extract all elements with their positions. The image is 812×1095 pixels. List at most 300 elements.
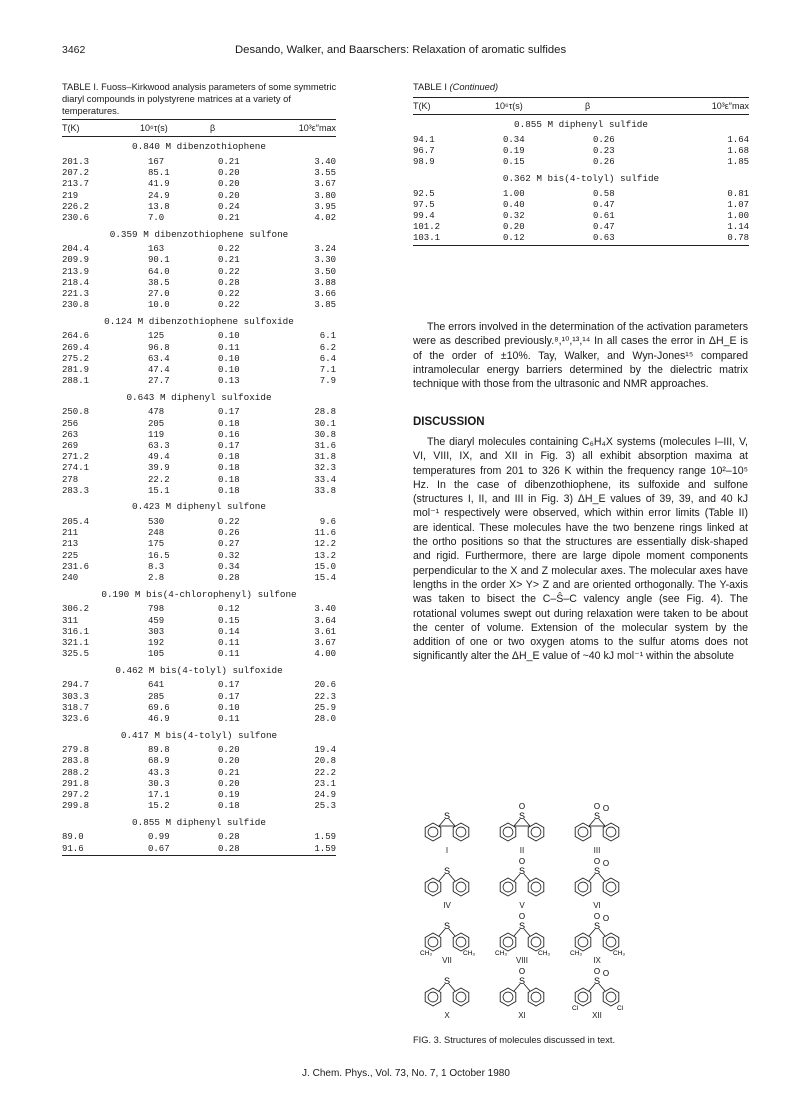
table-row bbox=[62, 604, 336, 615]
table-cell: 23.1 bbox=[314, 778, 336, 789]
table-cell: 269 bbox=[62, 441, 79, 452]
table-cell: 13.2 bbox=[314, 550, 336, 561]
table-row bbox=[62, 638, 336, 649]
table-cell: 10.0 bbox=[148, 300, 170, 311]
structure-label: I bbox=[445, 846, 449, 855]
group-title: 0.462 M bis(4-tolyl) sulfoxide bbox=[115, 664, 283, 676]
column-header: β bbox=[210, 120, 286, 137]
table-cell: 283.8 bbox=[62, 756, 90, 767]
table-row bbox=[62, 844, 336, 856]
table-cell: 316.1 bbox=[62, 626, 90, 637]
table-cell: 205.4 bbox=[62, 517, 90, 528]
table-row bbox=[62, 213, 336, 224]
svg-text:CH₃: CH₃ bbox=[570, 950, 583, 956]
table-cell: 6.1 bbox=[319, 331, 336, 342]
table-cell: 318.7 bbox=[62, 702, 90, 713]
table-cell: 0.21 bbox=[218, 767, 240, 778]
structure-label: X bbox=[444, 1011, 450, 1020]
table-cell: 0.18 bbox=[218, 474, 240, 485]
table-cell: 24.9 bbox=[314, 789, 336, 800]
table-cell: 0.67 bbox=[148, 843, 170, 854]
table-cell: 31.6 bbox=[314, 441, 336, 452]
table-cell: 7.9 bbox=[319, 376, 336, 387]
table-cell: 230.8 bbox=[62, 300, 90, 311]
table-right-grid bbox=[413, 97, 749, 248]
table-cell: 0.63 bbox=[593, 233, 615, 244]
table-cell: 3.40 bbox=[314, 157, 336, 167]
table-cell: 0.24 bbox=[218, 201, 240, 212]
paragraph-discussion: The diaryl molecules containing C₆H₄X systems (molecules I–III, V, VI, VIII, IX, and XII in Fig. 3) all exhibit absorption maxima at temperatures from 201 to 326 K within the frequency range 10²–10⁵ Hz. In the case of dibenzothiophene, its sulfoxide and sulfone (structures I, II, and III in Fig. 3) ΔH_E values of 39, 39, and 40 kJ mol⁻¹ respectively were observed, which within error limits (Table II) are identical. These molecules have the two benzene rings linked at the ortho positions so that the structures are essentially disk-shaped and rigid. Furthermore, there are large dipole moment components perpendicular to the X and Z molecular axes. The molecular axes have lengths in the order X> Y> Z and are oriented orthogonally. The Y-axis was taken to bisect the C–Ŝ–C valency angle (see Fig. 4). The rotational volumes swept out during relaxation were taken to be about the center of volume. Extension of the molecular system by the addition of one or two oxygen atoms to the sulfur atoms does not significantly alter the ΔH_E value of ~40 kJ mol⁻¹ within the absolute bbox=[413, 436, 748, 663]
table-cell: 101.2 bbox=[413, 222, 441, 233]
structure-label: III bbox=[593, 846, 601, 855]
table-row bbox=[62, 365, 336, 376]
table-cell: 30.1 bbox=[314, 418, 336, 429]
table-cell: 41.9 bbox=[148, 179, 170, 190]
paragraph-errors: The errors involved in the determination of the activation parameters were as described previously.⁸,¹⁰,¹³,¹⁴ In all cases the error in ΔH_E is of the order of ±10%. Tay, Walker, and Wyn-Jones¹⁵ compared intramolecular energy barriers determined by the dielectric matrix technique with those from the ultrasonic and NMR approaches. bbox=[413, 321, 748, 391]
table-cell: 85.1 bbox=[148, 168, 170, 179]
table-cell: 0.28 bbox=[218, 277, 240, 288]
table-cell: 211 bbox=[62, 528, 79, 539]
column-header: T(K) bbox=[413, 98, 495, 115]
table-cell: 119 bbox=[148, 429, 165, 440]
table-cell: 0.22 bbox=[218, 266, 240, 277]
table-row bbox=[413, 222, 749, 233]
table-cell: 297.2 bbox=[62, 789, 90, 800]
table-cell: 0.23 bbox=[593, 146, 615, 157]
table-cell: 0.22 bbox=[218, 289, 240, 300]
figure-3-caption: FIG. 3. Structures of molecules discussed in text. bbox=[413, 1035, 616, 1045]
table-cell: 33.4 bbox=[314, 474, 336, 485]
column-header: 10⁶τ(s) bbox=[140, 120, 210, 137]
table-cell: 33.8 bbox=[314, 485, 336, 496]
table-group-title bbox=[413, 169, 749, 189]
table-left-grid bbox=[62, 119, 336, 858]
table-cell: 3.40 bbox=[314, 604, 336, 615]
table-cell: 275.2 bbox=[62, 353, 90, 364]
table-cell: 0.32 bbox=[218, 550, 240, 561]
table-cell: 798 bbox=[148, 604, 165, 615]
table-cell: 0.11 bbox=[218, 649, 240, 660]
svg-text:S: S bbox=[518, 811, 526, 821]
running-title: Desando, Walker, and Baarschers: Relaxation of aromatic sulfides bbox=[235, 44, 567, 56]
table-cell: 0.15 bbox=[503, 157, 525, 168]
table-cell: 240 bbox=[62, 573, 79, 584]
table-cell: 303 bbox=[148, 626, 165, 637]
table-cell: 96.8 bbox=[148, 342, 170, 353]
svg-text:CH₃: CH₃ bbox=[613, 950, 626, 956]
structure-iii bbox=[565, 802, 629, 855]
table-cell: 0.18 bbox=[218, 452, 240, 463]
table-group-title bbox=[413, 115, 749, 136]
table-row bbox=[62, 790, 336, 801]
column-header: 10⁶τ(s) bbox=[495, 98, 585, 115]
table-cell: 0.47 bbox=[593, 199, 615, 210]
svg-text:S: S bbox=[443, 976, 451, 986]
table-cell: 0.32 bbox=[503, 211, 525, 222]
table-cell: 0.34 bbox=[503, 135, 525, 145]
table-cell: 207.2 bbox=[62, 168, 90, 179]
table-cell: 0.21 bbox=[218, 213, 240, 224]
table-cell: 17.1 bbox=[148, 789, 170, 800]
table-cell: 12.2 bbox=[314, 539, 336, 550]
table-cell: 91.6 bbox=[62, 843, 84, 854]
table-cell: 3.24 bbox=[314, 244, 336, 255]
table-cell: 213 bbox=[62, 539, 79, 550]
svg-text:CH₃: CH₃ bbox=[420, 950, 433, 956]
group-title: 0.855 M diphenyl sulfide bbox=[132, 816, 266, 828]
table-cell: 2.8 bbox=[148, 573, 165, 584]
table-cell: 39.9 bbox=[148, 463, 170, 474]
group-title: 0.643 M diphenyl sulfoxide bbox=[126, 391, 272, 403]
table-cell: 0.28 bbox=[218, 832, 240, 843]
table-row bbox=[62, 452, 336, 463]
svg-text:O: O bbox=[593, 967, 601, 976]
table-cell: 28.8 bbox=[314, 407, 336, 418]
structure-label: IX bbox=[593, 956, 601, 965]
table-cell: 0.10 bbox=[218, 353, 240, 364]
svg-text:CH₃: CH₃ bbox=[538, 950, 551, 956]
table-cell: 279.8 bbox=[62, 745, 90, 756]
table-row bbox=[62, 441, 336, 452]
table-cell: 0.11 bbox=[218, 713, 240, 724]
table-row bbox=[62, 745, 336, 756]
table-row bbox=[62, 289, 336, 300]
structure-vi bbox=[565, 857, 629, 910]
table-cell: 92.5 bbox=[413, 188, 435, 199]
table-cell: 0.22 bbox=[218, 244, 240, 255]
group-title: 0.362 M bis(4-tolyl) sulfide bbox=[502, 173, 660, 184]
table-cell: 0.12 bbox=[503, 233, 525, 244]
table-cell: 25.9 bbox=[314, 702, 336, 713]
table-cell: 167 bbox=[148, 157, 165, 167]
table-cell: 97.5 bbox=[413, 199, 435, 210]
table-group-title bbox=[62, 224, 336, 244]
table-row bbox=[62, 703, 336, 714]
group-title: 0.423 M diphenyl sulfone bbox=[132, 501, 266, 513]
table-row bbox=[413, 200, 749, 211]
table-row bbox=[62, 202, 336, 213]
table-cell: 0.20 bbox=[218, 179, 240, 190]
structure-label: VIII bbox=[515, 956, 528, 965]
table-cell: 213.7 bbox=[62, 179, 90, 190]
table-cell: 283.3 bbox=[62, 485, 90, 496]
table-cell: 8.3 bbox=[148, 561, 165, 572]
table-cell: 47.4 bbox=[148, 365, 170, 376]
table-cell: 89.0 bbox=[62, 832, 84, 843]
table-cell: 478 bbox=[148, 407, 165, 418]
table-cell: 231.6 bbox=[62, 561, 90, 572]
table-cell: 94.1 bbox=[413, 135, 435, 145]
table-cell: 0.10 bbox=[218, 365, 240, 376]
table-cell: 213.9 bbox=[62, 266, 90, 277]
structure-iv bbox=[415, 857, 479, 910]
table-row bbox=[62, 430, 336, 441]
table-cell: 32.3 bbox=[314, 463, 336, 474]
table-cell: 219 bbox=[62, 190, 79, 201]
table-cell: 0.16 bbox=[218, 429, 240, 440]
table-cell: 0.10 bbox=[218, 331, 240, 342]
table-cell: 98.9 bbox=[413, 157, 435, 168]
svg-text:S: S bbox=[518, 866, 526, 876]
table-cell: 3.50 bbox=[314, 266, 336, 277]
table-header-row bbox=[62, 120, 336, 137]
table-cell: 0.99 bbox=[148, 832, 170, 843]
table-cell: 89.8 bbox=[148, 745, 170, 756]
table-cell: 20.8 bbox=[314, 756, 336, 767]
table-row bbox=[62, 627, 336, 638]
table-row bbox=[62, 832, 336, 843]
table-cell: 0.81 bbox=[727, 188, 749, 199]
table-cell: 105 bbox=[148, 649, 165, 660]
table-cell: 0.12 bbox=[218, 604, 240, 615]
table-cell: 0.19 bbox=[218, 789, 240, 800]
table-cell: 0.58 bbox=[593, 188, 615, 199]
svg-text:Cl: Cl bbox=[617, 1005, 624, 1011]
table-cell: 205 bbox=[148, 418, 165, 429]
table-cell: 90.1 bbox=[148, 255, 170, 266]
table-row bbox=[62, 244, 336, 255]
table-cell: 0.78 bbox=[727, 233, 749, 244]
table-group-title bbox=[62, 311, 336, 331]
table-cell: 125 bbox=[148, 331, 165, 342]
table-left-caption: TABLE I. Fuoss–Kirkwood analysis parameters of some symmetric diaryl compounds in polystyrene matrices at a variety of temperatures. bbox=[62, 82, 337, 116]
svg-text:O: O bbox=[518, 912, 526, 921]
table-cell: 0.22 bbox=[218, 517, 240, 528]
structure-label: II bbox=[519, 846, 525, 855]
table-cell: 13.8 bbox=[148, 201, 170, 212]
table-cell: 288.1 bbox=[62, 376, 90, 387]
table-cell: 0.18 bbox=[218, 418, 240, 429]
table-cell: 46.9 bbox=[148, 713, 170, 724]
structure-i bbox=[415, 802, 479, 855]
table-cell: 459 bbox=[148, 615, 165, 626]
table-cell: 0.21 bbox=[218, 255, 240, 266]
table-cell: 0.11 bbox=[218, 342, 240, 353]
table-cell: 68.9 bbox=[148, 756, 170, 767]
page-number: 3462 bbox=[62, 44, 86, 56]
table-row bbox=[62, 573, 336, 584]
table-row bbox=[62, 779, 336, 790]
group-title: 0.417 M bis(4-tolyl) sulfone bbox=[120, 729, 278, 741]
table-cell: 27.0 bbox=[148, 289, 170, 300]
structure-ii bbox=[490, 802, 554, 855]
table-group-title bbox=[62, 725, 336, 745]
table-cell: 1.64 bbox=[727, 135, 749, 145]
table-row bbox=[62, 376, 336, 387]
svg-text:O: O bbox=[518, 967, 526, 976]
table-row bbox=[62, 354, 336, 365]
table-cell: 22.2 bbox=[314, 767, 336, 778]
table-cell: 4.02 bbox=[314, 213, 336, 224]
structure-label: VII bbox=[442, 956, 452, 965]
table-cell: 3.30 bbox=[314, 255, 336, 266]
table-cell: 1.00 bbox=[727, 211, 749, 222]
table-cell: 225 bbox=[62, 550, 79, 561]
table-right-caption-cont: (Continued) bbox=[449, 82, 499, 92]
table-row bbox=[62, 407, 336, 418]
table-cell: 0.20 bbox=[218, 756, 240, 767]
svg-text:S: S bbox=[593, 976, 601, 986]
table-cell: 3.67 bbox=[314, 179, 336, 190]
svg-text:S: S bbox=[443, 921, 451, 931]
table-cell: 3.61 bbox=[314, 626, 336, 637]
structure-v bbox=[490, 857, 554, 910]
table-cell: 1.14 bbox=[727, 222, 749, 233]
column-header: 10³ε″max bbox=[689, 98, 749, 115]
table-cell: 204.4 bbox=[62, 244, 90, 255]
journal-footer: J. Chem. Phys., Vol. 73, No. 7, 1 October 1980 bbox=[302, 1068, 510, 1079]
table-cell: 22.2 bbox=[148, 474, 170, 485]
table-cell: 11.6 bbox=[314, 528, 336, 539]
table-cell: 278 bbox=[62, 474, 79, 485]
table-cell: 64.0 bbox=[148, 266, 170, 277]
table-cell: 0.15 bbox=[218, 615, 240, 626]
group-title: 0.840 M dibenzothiophene bbox=[132, 141, 266, 153]
table-row bbox=[62, 179, 336, 190]
table-row bbox=[62, 255, 336, 266]
table-row bbox=[62, 278, 336, 289]
table-cell: 0.20 bbox=[218, 190, 240, 201]
column-header: β bbox=[585, 98, 689, 115]
group-title: 0.359 M dibenzothiophene sulfone bbox=[109, 228, 289, 240]
table-cell: 3.95 bbox=[314, 201, 336, 212]
table-row bbox=[62, 517, 336, 528]
table-cell: 285 bbox=[148, 691, 165, 702]
structure-label: VI bbox=[593, 901, 601, 910]
table-row bbox=[62, 714, 336, 725]
svg-text:Cl: Cl bbox=[572, 1005, 579, 1011]
table-cell: 0.11 bbox=[218, 637, 240, 648]
svg-text:S: S bbox=[518, 921, 526, 931]
table-row bbox=[62, 463, 336, 474]
table-cell: 641 bbox=[148, 680, 165, 691]
table-cell: 1.59 bbox=[314, 832, 336, 843]
table-cell: 99.4 bbox=[413, 211, 435, 222]
table-cell: 3.85 bbox=[314, 300, 336, 311]
structure-ix bbox=[565, 912, 629, 965]
table-cell: 0.21 bbox=[218, 157, 240, 167]
table-cell: 6.4 bbox=[319, 353, 336, 364]
table-row bbox=[62, 157, 336, 168]
structure-viii bbox=[490, 912, 554, 965]
table-row bbox=[62, 539, 336, 550]
table-cell: 1.85 bbox=[727, 157, 749, 168]
table-cell: 0.28 bbox=[218, 573, 240, 584]
table-cell: 0.17 bbox=[218, 680, 240, 691]
table-cell: 38.5 bbox=[148, 277, 170, 288]
svg-text:O: O bbox=[593, 857, 601, 866]
svg-text:O: O bbox=[602, 969, 610, 978]
table-row bbox=[413, 146, 749, 157]
table-cell: 291.8 bbox=[62, 778, 90, 789]
table-right-caption bbox=[413, 81, 498, 93]
table-cell: 96.7 bbox=[413, 146, 435, 157]
svg-text:O: O bbox=[518, 857, 526, 866]
svg-text:S: S bbox=[518, 976, 526, 986]
figure-3-structures bbox=[413, 802, 748, 1024]
table-cell: 15.4 bbox=[314, 573, 336, 584]
table-cell: 281.9 bbox=[62, 365, 90, 376]
table-cell: 49.4 bbox=[148, 452, 170, 463]
table-row bbox=[62, 191, 336, 202]
table-cell: 175 bbox=[148, 539, 165, 550]
table-cell: 0.26 bbox=[218, 528, 240, 539]
table-row bbox=[413, 233, 749, 245]
table-right-caption-label: TABLE I bbox=[413, 82, 447, 92]
table-cell: 201.3 bbox=[62, 157, 90, 167]
table-row bbox=[62, 300, 336, 311]
svg-text:O: O bbox=[593, 802, 601, 811]
table-cell: 27.7 bbox=[148, 376, 170, 387]
table-cell: 63.3 bbox=[148, 441, 170, 452]
table-cell: 294.7 bbox=[62, 680, 90, 691]
table-cell: 218.4 bbox=[62, 277, 90, 288]
table-cell: 0.34 bbox=[218, 561, 240, 572]
table-cell: 0.18 bbox=[218, 485, 240, 496]
table-cell: 15.0 bbox=[314, 561, 336, 572]
table-row bbox=[413, 135, 749, 146]
table-cell: 0.17 bbox=[218, 691, 240, 702]
table-row bbox=[62, 267, 336, 278]
table-cell: 0.17 bbox=[218, 441, 240, 452]
structure-xii bbox=[565, 967, 629, 1020]
table-cell: 0.26 bbox=[593, 157, 615, 168]
structure-label: IV bbox=[443, 901, 451, 910]
table-cell: 269.4 bbox=[62, 342, 90, 353]
table-cell: 226.2 bbox=[62, 201, 90, 212]
table-cell: 209.9 bbox=[62, 255, 90, 266]
table-row bbox=[62, 649, 336, 660]
table-cell: 0.20 bbox=[218, 778, 240, 789]
table-row bbox=[62, 551, 336, 562]
table-cell: 3.64 bbox=[314, 615, 336, 626]
table-cell: 306.2 bbox=[62, 604, 90, 615]
table-cell: 0.18 bbox=[218, 463, 240, 474]
table-cell: 15.1 bbox=[148, 485, 170, 496]
section-title-discussion: DISCUSSION bbox=[413, 416, 485, 428]
table-row bbox=[62, 680, 336, 691]
table-cell: 9.6 bbox=[319, 517, 336, 528]
svg-text:CH₃: CH₃ bbox=[495, 950, 508, 956]
table-group-title bbox=[62, 497, 336, 517]
table-cell: 0.14 bbox=[218, 626, 240, 637]
table-cell: 1.68 bbox=[727, 146, 749, 157]
structure-label: XII bbox=[592, 1011, 602, 1020]
svg-text:S: S bbox=[443, 811, 451, 821]
table-cell: 7.0 bbox=[148, 213, 165, 224]
table-cell: 325.5 bbox=[62, 649, 90, 660]
table-cell: 303.3 bbox=[62, 691, 90, 702]
svg-text:S: S bbox=[443, 866, 451, 876]
table-row bbox=[62, 168, 336, 179]
table-cell: 321.1 bbox=[62, 637, 90, 648]
structure-x bbox=[415, 967, 479, 1020]
table-cell: 28.0 bbox=[314, 713, 336, 724]
table-cell: 69.6 bbox=[148, 702, 170, 713]
table-cell: 0.20 bbox=[218, 745, 240, 756]
table-left bbox=[62, 119, 336, 858]
table-row bbox=[62, 343, 336, 354]
table-cell: 4.00 bbox=[314, 649, 336, 660]
table-row bbox=[413, 189, 749, 200]
svg-text:O: O bbox=[593, 912, 601, 921]
table-row bbox=[62, 419, 336, 430]
table-cell: 22.3 bbox=[314, 691, 336, 702]
table-cell: 264.6 bbox=[62, 331, 90, 342]
table-cell: 248 bbox=[148, 528, 165, 539]
table-row bbox=[62, 692, 336, 703]
table-cell: 25.3 bbox=[314, 801, 336, 812]
